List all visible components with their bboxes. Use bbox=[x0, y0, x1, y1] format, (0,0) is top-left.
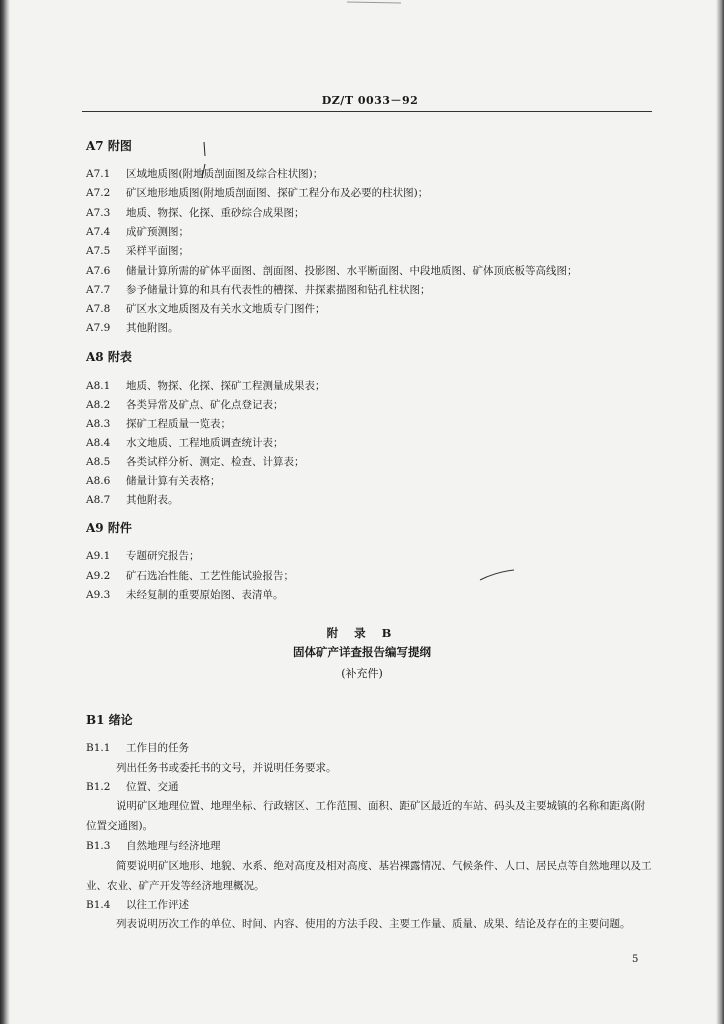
list-item: A7.8 矿区水文地质图及有关水文地质专门图件； bbox=[86, 303, 326, 315]
list-item: A7.7 参予储量计算的和具有代表性的槽探、井探素描图和钻孔柱状图； bbox=[86, 284, 431, 296]
subsection-heading: B1.3 自然地理与经济地理 bbox=[86, 840, 221, 852]
section-b1-heading: B1 绪论 bbox=[86, 713, 133, 727]
scan-edge-right bbox=[716, 0, 724, 1024]
subsection-heading: B1.2 位置、交通 bbox=[86, 781, 179, 793]
section-a7-heading: A7 附图 bbox=[86, 139, 132, 153]
section-a9-heading: A9 附件 bbox=[86, 521, 132, 535]
pen-stroke-mark bbox=[195, 140, 215, 180]
header-rule bbox=[82, 111, 652, 112]
list-item: A8.2 各类异常及矿点、矿化点登记表； bbox=[86, 399, 284, 411]
section-a8-heading: A8 附表 bbox=[86, 350, 132, 364]
list-item: A7.5 采样平面图； bbox=[86, 245, 189, 257]
list-item: A9.3 未经复制的重要原始图、表清单。 bbox=[86, 589, 284, 601]
paragraph: 简要说明矿区地形、地貌、水系、绝对高度及相对高度、基岩裸露情况、气候条件、人口、居民点等自然地理以及工业、农业、矿产开发等经济地理概况。 bbox=[86, 860, 652, 892]
list-item: A8.7 其他附表。 bbox=[86, 494, 179, 506]
subsection-heading: B1.4 以往工作评述 bbox=[86, 899, 189, 911]
list-item: A9.1 专题研究报告； bbox=[86, 550, 200, 562]
page-number: 5 bbox=[632, 954, 639, 965]
appendix-b-subtitle: 固体矿产详查报告编写提纲 bbox=[293, 645, 431, 659]
list-item: A7.4 成矿预测图； bbox=[86, 226, 189, 238]
list-item: A9.2 矿石选冶性能、工艺性能试验报告； bbox=[86, 570, 294, 582]
list-item: A7.2 矿区地形地质图(附地质剖面图、探矿工程分布及必要的柱状图)； bbox=[86, 187, 429, 199]
list-item: A7.9 其他附图。 bbox=[86, 322, 179, 334]
standard-code-header: DZ/T 0033－92 bbox=[321, 94, 419, 107]
list-item: A8.3 探矿工程质量一览表； bbox=[86, 418, 231, 430]
list-item: A8.5 各类试样分析、测定、检查、计算表； bbox=[86, 456, 305, 468]
appendix-b-note: (补充件) bbox=[341, 667, 383, 680]
appendix-b-title: 附 录 B bbox=[326, 626, 398, 640]
list-item: A7.3 地质、物探、化探、重砂综合成果图； bbox=[86, 207, 305, 219]
list-item: A8.1 地质、物探、化探、探矿工程测量成果表； bbox=[86, 380, 326, 392]
list-item: A7.1 区域地质图(附地质剖面图及综合柱状图)； bbox=[86, 168, 324, 180]
paragraph: 列表说明历次工作的单位、时间、内容、使用的方法手段、主要工作量、质量、成果、结论及存在的主要问题。 bbox=[116, 918, 631, 930]
paragraph: 说明矿区地理位置、地理坐标、行政辖区、工作范围、面积、距矿区最近的车站、码头及主要城镇的名称和距离(附位置交通图)。 bbox=[86, 800, 646, 832]
list-item: A7.6 储量计算所需的矿体平面图、剖面图、投影图、水平断面图、中段地质图、矿体顶底板等高线图； bbox=[86, 265, 578, 277]
subsection-heading: B1.1 工作目的任务 bbox=[86, 742, 189, 754]
scan-top-mark bbox=[345, 0, 405, 8]
pen-stroke-mark bbox=[478, 568, 518, 584]
scan-edge-left bbox=[0, 0, 10, 1024]
list-item: A8.6 储量计算有关表格； bbox=[86, 475, 221, 487]
list-item: A8.4 水文地质、工程地质调查统计表； bbox=[86, 437, 284, 449]
paragraph: 列出任务书或委托书的文号，并说明任务要求。 bbox=[116, 762, 337, 774]
